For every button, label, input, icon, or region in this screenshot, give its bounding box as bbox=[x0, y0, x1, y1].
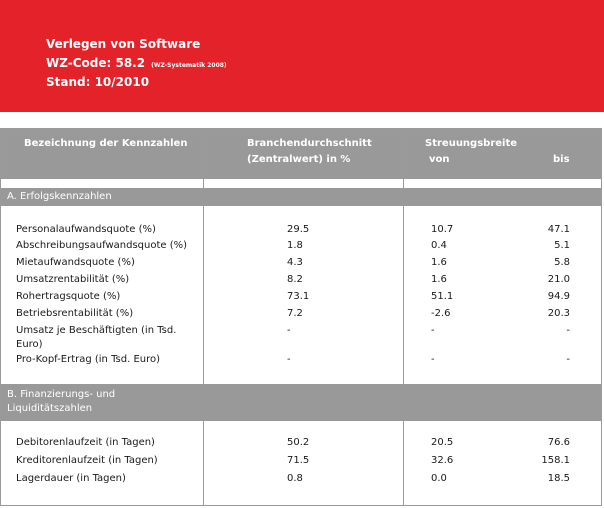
row-bis: 94.9 bbox=[547, 291, 570, 302]
table-row bbox=[0, 353, 604, 369]
row-bis: 47.1 bbox=[547, 224, 570, 235]
col-header-bis: bis bbox=[553, 154, 570, 165]
row-median: - bbox=[287, 325, 291, 336]
row-median: 1.8 bbox=[287, 240, 303, 251]
table-row bbox=[0, 273, 604, 289]
row-von: - bbox=[431, 325, 435, 336]
col-header-label: Bezeichnung der Kennzahlen bbox=[24, 138, 188, 149]
row-von: 0.4 bbox=[431, 240, 447, 251]
row-label: Umsatz je Beschäftigten (in Tsd. Euro) bbox=[16, 325, 177, 350]
row-bis: 5.8 bbox=[554, 257, 570, 268]
row-bis: 20.3 bbox=[547, 308, 570, 319]
col-header-von: von bbox=[429, 154, 450, 165]
row-label: Mietaufwandsquote (%) bbox=[16, 257, 135, 268]
wz-code: WZ-Code: 58.2 bbox=[46, 56, 146, 70]
row-bis: 158.1 bbox=[541, 455, 570, 466]
stand-date: Stand: 10/2010 bbox=[46, 75, 150, 89]
table-row bbox=[0, 256, 604, 272]
row-label: Rohertragsquote (%) bbox=[16, 291, 121, 302]
row-bis: - bbox=[566, 325, 570, 336]
table-row bbox=[0, 307, 604, 323]
row-label: Debitorenlaufzeit (in Tagen) bbox=[16, 437, 155, 448]
table-row bbox=[0, 324, 604, 354]
table-row bbox=[0, 223, 604, 239]
row-bis: 21.0 bbox=[547, 274, 570, 285]
row-von: 1.6 bbox=[431, 257, 447, 268]
row-von: 1.6 bbox=[431, 274, 447, 285]
row-median: 50.2 bbox=[287, 437, 310, 448]
row-median: 8.2 bbox=[287, 274, 303, 285]
row-median: 4.3 bbox=[287, 257, 303, 268]
row-von: 32.6 bbox=[431, 455, 454, 466]
row-bis: - bbox=[566, 354, 570, 365]
section-title: B. Finanzierungs- und Liquiditätszahlen bbox=[7, 389, 116, 414]
col-header-branche: Branchendurchschnitt bbox=[247, 138, 372, 149]
row-label: Pro-Kopf-Ertrag (in Tsd. Euro) bbox=[16, 354, 161, 365]
row-label: Betriebsrentabilität (%) bbox=[16, 308, 134, 319]
row-label: Personalaufwandsquote (%) bbox=[16, 224, 156, 235]
row-von: 0.0 bbox=[431, 473, 447, 484]
row-median: 73.1 bbox=[287, 291, 310, 302]
row-von: 51.1 bbox=[431, 291, 454, 302]
wz-code-line bbox=[46, 56, 227, 70]
col-header-branche-unit: (Zentralwert) in % bbox=[247, 154, 351, 165]
section-header-b bbox=[1, 384, 601, 421]
table-row bbox=[0, 454, 604, 470]
row-median: 0.8 bbox=[287, 473, 303, 484]
table-header bbox=[1, 129, 601, 179]
row-median: 7.2 bbox=[287, 308, 303, 319]
row-label: Kreditorenlaufzeit (in Tagen) bbox=[16, 455, 158, 466]
row-bis: 76.6 bbox=[547, 437, 570, 448]
title-banner bbox=[0, 0, 604, 112]
section-header-a bbox=[1, 188, 601, 206]
row-von: - bbox=[431, 354, 435, 365]
section-title: A. Erfolgskennzahlen bbox=[7, 191, 112, 202]
row-von: 20.5 bbox=[431, 437, 454, 448]
row-bis: 5.1 bbox=[554, 240, 570, 251]
table-row bbox=[0, 472, 604, 488]
report-title: Verlegen von Software bbox=[46, 37, 201, 51]
row-median: 71.5 bbox=[287, 455, 310, 466]
table-row bbox=[0, 290, 604, 306]
table-row bbox=[0, 436, 604, 452]
row-label: Lagerdauer (in Tagen) bbox=[16, 473, 126, 484]
col-header-streuung: Streuungsbreite bbox=[425, 138, 518, 149]
row-label: Abschreibungsaufwandsquote (%) bbox=[16, 240, 188, 251]
row-von: -2.6 bbox=[431, 308, 451, 319]
wz-systematik-note: (WZ-Systematik 2008) bbox=[151, 62, 227, 69]
row-von: 10.7 bbox=[431, 224, 454, 235]
row-median: - bbox=[287, 354, 291, 365]
row-median: 29.5 bbox=[287, 224, 310, 235]
table-row bbox=[0, 239, 604, 255]
row-label: Umsatzrentabilität (%) bbox=[16, 274, 130, 285]
row-bis: 18.5 bbox=[547, 473, 570, 484]
